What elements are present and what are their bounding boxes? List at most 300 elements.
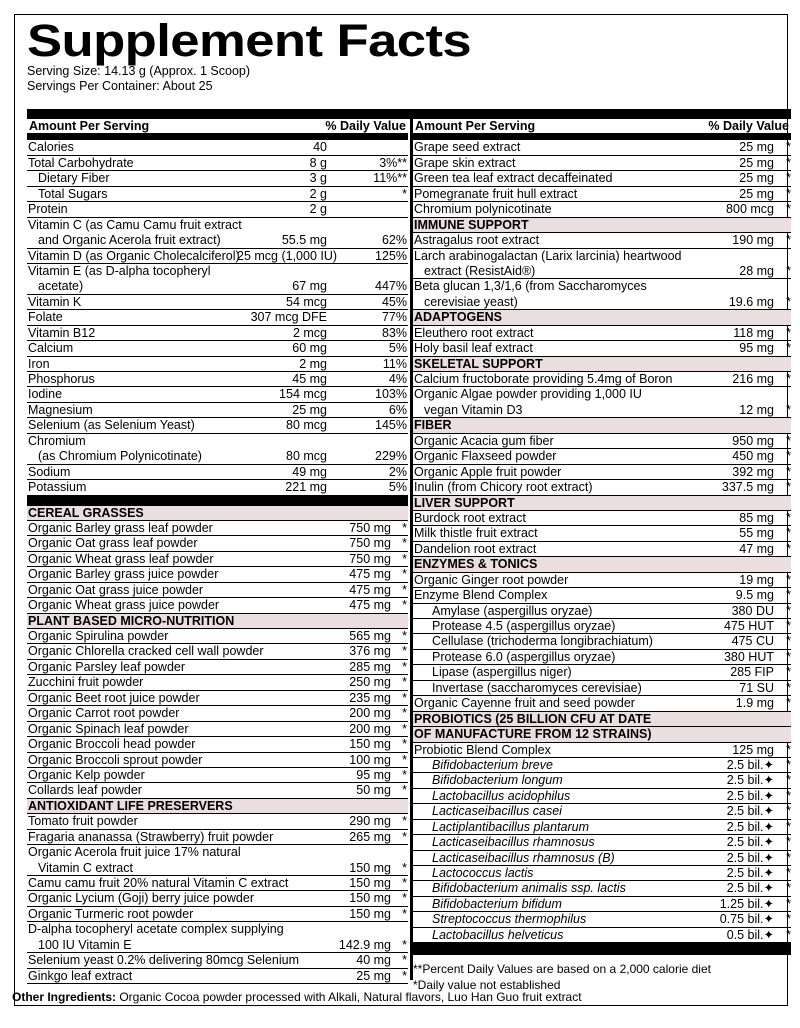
ingredient-name: Organic Broccoli sprout powder [28,752,203,767]
facts-row [413,264,791,279]
ingredient-amount: 190 mg [732,233,774,248]
daily-value: * [402,582,407,597]
ingredient-name: Vitamin C (as Camu Camu fruit extract [28,217,242,232]
section-heading: PLANT BASED MICRO-NUTRITION [27,614,408,629]
ingredient-name: Collards leaf powder [28,783,142,798]
daily-value: * [786,341,791,356]
facts-row [27,753,408,768]
facts-row [413,249,791,264]
daily-value: * [786,294,791,309]
ingredient-amount: 475 HUT [723,619,774,633]
daily-value: * [786,742,791,757]
ingredient-name: Lacticaseibacillus casei [432,804,562,819]
facts-row [27,629,408,644]
facts-row [413,326,791,341]
daily-value: * [786,186,791,201]
supplement-facts-panel [14,14,791,1006]
ingredient-name: Beta glucan 1,3/1,6 (from Saccharomyces [414,279,647,294]
ingredient-amount: 950 mg [732,433,774,448]
ingredient-name: Organic Acerola fruit juice 17% natural [28,845,241,860]
ingredient-amount: 285 mg [349,659,391,674]
ingredient-name: Cellulase (trichoderma longibrachiatum) [432,634,653,649]
ingredient-amount: 475 CU [731,634,774,649]
ingredient-name: Zucchini fruit powder [28,675,144,690]
section-heading: ADAPTOGENS [413,310,791,325]
facts-row [413,573,791,588]
daily-value: 125% [375,248,407,263]
facts-row [27,845,408,860]
amount-per-serving-header: Amount Per Serving [415,119,536,133]
ingredient-name: Protease 4.5 (aspergillus oryzae) [432,619,616,633]
daily-value: * [786,449,791,464]
daily-value: * [786,788,791,803]
daily-value: * [402,659,407,674]
facts-row [27,387,408,402]
ingredient-amount: 200 mg [349,721,391,736]
facts-row [27,938,408,953]
facts-row [27,706,408,721]
ingredient-amount: 150 mg [349,737,391,752]
facts-row [27,536,408,551]
other-ingredients-text: Organic Cocoa powder processed with Alkali, Natural flavors, Luo Han Guo fruit extract [116,990,582,1004]
ingredient-amount: 25 mg [292,402,327,417]
ingredient-name: Organic Spirulina powder [28,629,169,643]
facts-row [27,830,408,845]
facts-row [413,650,791,665]
daily-value: * [786,649,791,664]
daily-value: * [786,819,791,834]
ingredient-name: Lipase (aspergillus niger) [432,665,572,680]
ingredient-name: Lacticaseibacillus rhamnosus (B) [432,850,615,865]
ingredient-name: Camu camu fruit 20% natural Vitamin C extract [28,876,289,890]
section-rule [413,943,791,955]
daily-value: * [402,937,407,952]
facts-row [27,598,408,613]
daily-value: * [786,402,791,417]
daily-value: * [786,541,791,556]
ingredient-name: cerevisiae yeast) [424,294,518,309]
facts-row [27,171,408,186]
ingredient-name: Organic Cayenne fruit and seed powder [414,696,635,711]
ingredient-name: Sodium [28,464,71,479]
facts-row [413,604,791,619]
ingredient-amount: 235 mg [349,690,391,705]
daily-value: * [402,891,407,906]
ingredient-amount: 85 mg [739,510,774,525]
facts-row [27,691,408,706]
ingredient-name: Phosphorus [28,372,95,386]
daily-value: * [786,680,791,695]
daily-value: * [402,644,407,659]
daily-value: * [402,520,407,535]
ingredient-name: Lacticaseibacillus rhamnosus [432,835,595,850]
facts-row [27,295,408,310]
ingredient-amount: 250 mg [349,675,391,690]
ingredient-name: Streptococcus thermophilus [432,912,587,927]
facts-row [413,619,791,634]
ingredient-amount: 200 mg [349,706,391,721]
daily-value: * [786,912,791,927]
ingredient-name: Grape skin extract [414,155,516,170]
daily-value: * [786,325,791,340]
facts-row [413,434,791,449]
ingredient-name: Organic Chlorella cracked cell wall powder [28,644,264,659]
facts-row [413,171,791,186]
ingredient-amount: 380 HUT [723,649,774,664]
ingredient-name: Organic Carrot root powder [28,706,180,721]
facts-row [413,835,791,850]
daily-value: * [402,752,407,767]
ingredient-name: Iron [28,356,50,371]
ingredient-name: Eleuthero root extract [414,325,534,340]
facts-row [413,773,791,788]
daily-value: 45% [381,294,407,309]
ingredient-amount: 150 mg [349,906,391,921]
ingredient-name: Calcium [28,341,74,356]
ingredient-name: Calories [28,140,74,155]
facts-row [27,279,408,294]
ingredient-amount: 25 mg [739,155,774,170]
facts-row [413,743,791,758]
ingredient-amount: 750 mg [349,520,391,535]
other-ingredients [12,990,582,1004]
ingredient-name: Organic Wheat grass juice powder [28,598,220,613]
facts-row [413,588,791,603]
ingredient-name: Organic Algae powder providing 1,000 IU [414,387,642,402]
ingredient-name: Amylase (aspergillus oryzae) [432,603,593,618]
facts-row [413,387,791,402]
ingredient-name: Lactobacillus helveticus [432,927,564,942]
facts-row [413,480,791,495]
section-heading: IMMUNE SUPPORT [413,218,791,233]
ingredient-name: Organic Turmeric root powder [28,906,194,921]
ingredient-name: Dietary Fiber [38,171,110,186]
ingredient-amount: 307 mcg DFE [250,310,327,325]
daily-value: * [402,721,407,736]
ingredient-amount: 2 mg [299,356,327,371]
ingredient-amount: 221 mg [285,480,327,495]
ingredient-name: Inulin (from Chicory root extract) [414,480,593,495]
daily-value: * [786,773,791,788]
ingredient-amount: 25 mg [739,186,774,201]
facts-row [27,480,408,495]
daily-value: * [786,480,791,495]
facts-row [413,696,791,711]
facts-row [413,634,791,649]
facts-row [27,403,408,418]
daily-value: * [402,814,407,829]
facts-row [27,326,408,341]
daily-value: * [786,588,791,603]
ingredient-name: Tomato fruit powder [28,814,138,829]
daily-value: * [786,835,791,850]
ingredient-amount: 9.5 mg [735,588,774,603]
ingredient-amount: 2 g [309,186,327,201]
facts-row [27,644,408,659]
ingredient-amount: 95 mg [739,341,774,356]
page-title: Supplement Facts [27,15,472,66]
ingredient-amount: 49 mg [292,464,327,479]
ingredient-name: Protease 6.0 (aspergillus oryzae) [432,649,616,664]
ingredient-amount: 40 [313,140,327,155]
daily-value: * [402,829,407,844]
daily-value: 145% [375,418,407,433]
ingredient-amount: 450 mg [732,449,774,464]
ingredient-name: Selenium yeast 0.2% delivering 80mcg Selenium [28,953,299,968]
facts-row [413,665,791,680]
ingredient-amount: 565 mg [349,629,391,643]
facts-row [27,675,408,690]
ingredient-name: Calcium fructoborate providing 5.4mg of Boron [414,372,673,386]
facts-row [27,891,408,906]
facts-row [413,279,791,294]
ingredient-amount: 2.5 bil.✦ [726,788,774,803]
daily-value: 83% [381,325,407,340]
ingredient-name: Ginkgo leaf extract [28,968,133,983]
ingredient-name: Green tea leaf extract decaffeinated [414,171,613,186]
facts-row [27,357,408,372]
daily-value: * [402,876,407,890]
ingredient-name: Organic Oat grass leaf powder [28,536,198,551]
ingredient-name: and Organic Acerola fruit extract) [38,233,221,248]
column-header [27,119,408,134]
ingredient-amount: 154 mcg [279,387,327,402]
ingredient-amount: 2 mcg [292,325,327,340]
ingredient-amount: 2.5 bil.✦ [726,850,774,865]
ingredient-name: Bifidobacterium breve [432,757,553,772]
ingredient-amount: 475 mg [349,582,391,597]
facts-row [27,372,408,387]
facts-row [413,928,791,943]
section-heading: LIVER SUPPORT [413,496,791,511]
section-heading: OF MANUFACTURE FROM 12 STRAINS) [413,727,791,742]
ingredient-amount: 25 mcg (1,000 IU) [237,248,338,263]
facts-row [27,552,408,567]
facts-row [27,660,408,675]
ingredient-amount: 45 mg [292,372,327,386]
left-column [27,119,408,984]
ingredient-name: Vitamin C extract [38,860,133,875]
daily-value: * [402,706,407,721]
ingredient-amount: 475 mg [349,567,391,582]
facts-row [413,526,791,541]
ingredient-amount: 25 mg [356,968,391,983]
daily-value: * [786,804,791,819]
daily-value: * [402,186,407,201]
ingredient-name: Vitamin D (as Organic Cholecalciferol) [28,248,240,263]
section-heading: PROBIOTICS (25 BILLION CFU AT DATE [413,712,791,727]
daily-value: 4% [388,372,407,386]
facts-row [413,758,791,773]
facts-row [413,820,791,835]
ingredient-name: Enzyme Blend Complex [414,588,548,603]
ingredient-amount: 290 mg [349,814,391,829]
daily-value: 3%** [379,155,407,170]
facts-row [27,521,408,536]
daily-value: 5% [388,341,407,356]
daily-value: * [786,850,791,865]
facts-row [413,341,791,356]
daily-value: * [786,696,791,711]
ingredient-amount: 50 mg [356,783,391,798]
facts-row [27,434,408,449]
facts-row [27,722,408,737]
footnote-not-established: *Daily value not established [413,977,561,992]
facts-row [413,156,791,171]
ingredient-name: Burdock root extract [414,510,526,525]
ingredient-name: Milk thistle fruit extract [414,526,538,541]
ingredient-amount: 2.5 bil.✦ [726,881,774,896]
ingredient-amount: 28 mg [739,263,774,278]
section-heading: CEREAL GRASSES [27,506,408,521]
ingredient-name: Organic Barley grass leaf powder [28,520,213,535]
ingredient-amount: 47 mg [739,541,774,556]
ingredient-name: Selenium (as Selenium Yeast) [28,418,195,433]
ingredient-amount: 150 mg [349,860,391,875]
ingredient-amount: 0.75 bil.✦ [719,912,774,927]
ingredient-amount: 25 mg [739,171,774,186]
facts-row [27,953,408,968]
daily-value: * [786,665,791,680]
daily-value: * [786,881,791,896]
ingredient-name: Bifidobacterium longum [432,773,563,788]
daily-value: * [786,634,791,649]
facts-row [27,418,408,433]
ingredient-name: Organic Spinach leaf powder [28,721,189,736]
facts-row [413,187,791,202]
ingredient-name: vegan Vitamin D3 [424,402,523,417]
ingredient-amount: 800 mcg [726,202,774,217]
section-heading: FIBER [413,418,791,433]
facts-row [413,542,791,557]
facts-row [27,310,408,325]
right-column [413,119,791,955]
facts-row [27,737,408,752]
facts-row [27,341,408,356]
daily-value: 229% [375,449,407,464]
facts-row [27,218,408,233]
facts-row [27,783,408,798]
ingredient-amount: 100 mg [349,752,391,767]
daily-value: * [402,767,407,782]
ingredient-name: Organic Acacia gum fiber [414,433,554,448]
ingredient-amount: 8 g [309,155,327,170]
facts-row [413,233,791,248]
ingredient-amount: 1.9 mg [735,696,774,711]
ingredient-amount: 475 mg [349,598,391,613]
ingredient-amount: 54 mcg [286,294,327,309]
facts-row [27,876,408,891]
facts-row [27,814,408,829]
ingredient-name: Organic Barley grass juice powder [28,567,219,582]
ingredient-amount: 2 g [309,202,327,217]
daily-value: * [786,372,791,386]
facts-row [27,583,408,598]
ingredient-name: Organic Flaxseed powder [414,449,557,464]
section-heading: ENZYMES & TONICS [413,557,791,572]
daily-value: * [786,202,791,217]
facts-row [413,789,791,804]
facts-row [27,465,408,480]
daily-value: * [402,737,407,752]
ingredient-name: Pomegranate fruit hull extract [414,186,578,201]
facts-row [413,851,791,866]
ingredient-name: Fragaria ananassa (Strawberry) fruit powder [28,829,274,844]
ingredient-name: Organic Ginger root powder [414,572,569,587]
facts-row [413,804,791,819]
ingredient-amount: 2.5 bil.✦ [726,835,774,850]
ingredient-amount: 19 mg [739,572,774,587]
ingredient-amount: 0.5 bil.✦ [726,927,774,942]
daily-value: * [786,619,791,633]
daily-value: * [786,572,791,587]
ingredient-name: Folate [28,310,63,325]
ingredient-amount: 55.5 mg [281,233,327,248]
ingredient-amount: 3 g [309,171,327,186]
ingredient-name: (as Chromium Polynicotinate) [38,449,202,464]
ingredient-name: Chromium polynicotinate [414,202,552,217]
facts-row [27,567,408,582]
section-heading: ANTIOXIDANT LIFE PRESERVERS [27,799,408,814]
ingredient-amount: 2.5 bil.✦ [726,757,774,772]
daily-value: * [402,551,407,566]
facts-row [413,202,791,217]
facts-row [27,907,408,922]
daily-value: * [786,433,791,448]
ingredient-amount: 95 mg [356,767,391,782]
ingredient-name: Organic Apple fruit powder [414,464,562,479]
daily-value-header: % Daily Value [325,119,406,133]
amount-per-serving-header: Amount Per Serving [29,119,150,133]
daily-value: * [786,603,791,618]
ingredient-name: Organic Oat grass juice powder [28,582,204,597]
ingredient-name: Protein [28,202,68,217]
ingredient-name: Potassium [28,480,87,495]
ingredient-name: Vitamin B12 [28,325,96,340]
ingredient-name: Invertase (saccharomyces cerevisiae) [432,680,642,695]
ingredient-name: Magnesium [28,402,93,417]
header-rule [27,109,791,119]
ingredient-name: Astragalus root extract [414,233,540,248]
ingredient-name: acetate) [38,279,84,294]
facts-row [413,295,791,310]
daily-value: * [786,896,791,911]
ingredient-amount: 150 mg [349,891,391,906]
ingredient-amount: 12 mg [739,402,774,417]
facts-row [27,140,408,155]
ingredient-name: extract (ResistAid®) [424,263,536,278]
daily-value: * [402,860,407,875]
facts-row [413,912,791,927]
facts-row [27,187,408,202]
ingredient-name: Larch arabinogalactan (Larix larcinia) heartwood [414,248,682,263]
daily-value: 62% [381,233,407,248]
ingredient-name: Organic Kelp powder [28,767,145,782]
ingredient-amount: 2.5 bil.✦ [726,773,774,788]
daily-value: 6% [388,402,407,417]
daily-value: 77% [381,310,407,325]
ingredient-amount: 2.5 bil.✦ [726,819,774,834]
daily-value: * [786,263,791,278]
daily-value: * [786,526,791,541]
facts-row [27,202,408,217]
footnotes [413,962,793,993]
facts-row [413,881,791,896]
ingredient-amount: 125 mg [732,742,774,757]
daily-value: * [786,464,791,479]
facts-row [27,156,408,171]
facts-row [27,233,408,248]
